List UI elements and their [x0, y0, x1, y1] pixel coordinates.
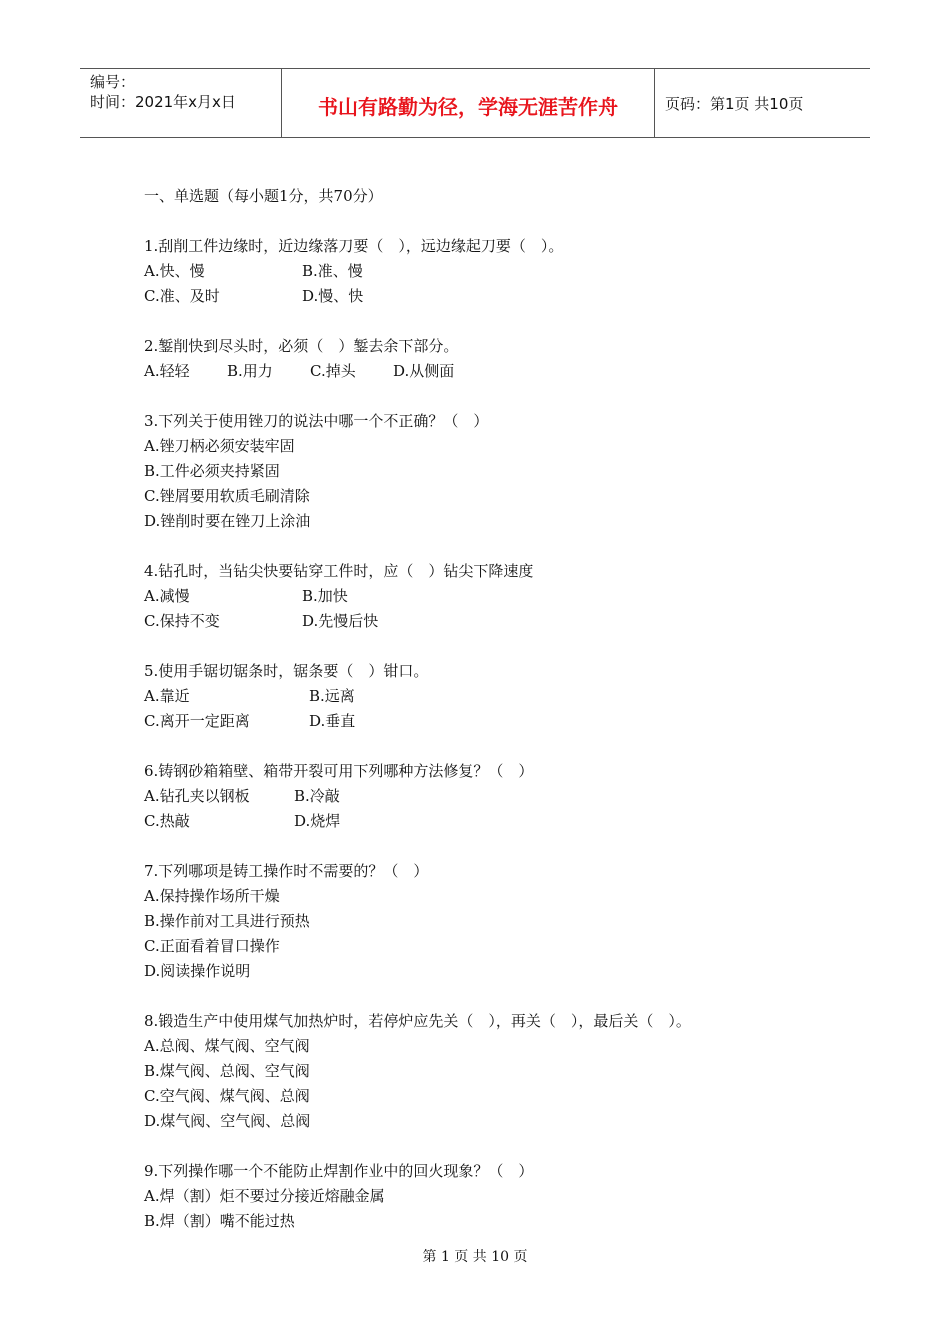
answer-option: A.快、慢 — [144, 262, 205, 280]
question-item — [144, 1159, 844, 1234]
answer-option: D.慢、快 — [302, 287, 364, 305]
question-text: 7.下列哪项是铸工操作时不需要的？（ ） — [144, 862, 429, 880]
answer-option: B.冷敲 — [294, 787, 340, 805]
question-item — [144, 409, 844, 534]
answer-option: D.先慢后快 — [302, 612, 379, 630]
answer-option: A.锉刀柄必须安装牢固 — [144, 437, 295, 455]
option-row — [144, 1034, 844, 1059]
answer-option: A.靠近 — [144, 687, 190, 705]
answer-option: B.操作前对工具进行预热 — [144, 912, 310, 930]
answer-option: B.煤气阀、总阀、空气阀 — [144, 1062, 310, 1080]
document-number-label: 编号： — [90, 73, 136, 91]
option-row — [144, 784, 844, 809]
answer-option: C.离开一定距离 — [144, 712, 250, 730]
question-list — [144, 234, 844, 1234]
answer-option: B.工件必须夹持紧固 — [144, 462, 280, 480]
answer-option: A.钻孔夹以钢板 — [144, 787, 250, 805]
answer-option: B.用力 — [227, 362, 273, 380]
option-row — [144, 1109, 844, 1134]
answer-option: D.煤气阀、空气阀、总阀 — [144, 1112, 311, 1130]
answer-option: C.锉屑要用软质毛刷清除 — [144, 487, 310, 505]
answer-option: C.保持不变 — [144, 612, 220, 630]
option-row — [144, 1184, 844, 1209]
question-text: 5.使用手锯切锯条时，锯条要（ ）钳口。 — [144, 662, 429, 680]
answer-option: B.加快 — [302, 587, 348, 605]
option-row — [144, 884, 844, 909]
question-text: 2.錾削快到尽头时，必须（ ）錾去余下部分。 — [144, 337, 459, 355]
option-row — [144, 909, 844, 934]
page-header — [80, 68, 870, 138]
question-text: 3.下列关于使用锉刀的说法中哪一个不正确？（ ） — [144, 412, 489, 430]
header-meta — [80, 69, 282, 137]
question-item — [144, 559, 844, 634]
option-row — [144, 584, 844, 609]
question-item — [144, 1009, 844, 1134]
answer-option: C.热敲 — [144, 812, 190, 830]
header-page-number: 页码：第1页 共10页 — [665, 94, 804, 113]
option-row — [144, 259, 844, 284]
question-text: 8.锻造生产中使用煤气加热炉时，若停炉应先关（ ），再关（ ），最后关（ ）。 — [144, 1012, 691, 1030]
answer-option: A.总阀、煤气阀、空气阀 — [144, 1037, 310, 1055]
document-time-label: 时间：2021年x月x日 — [90, 93, 236, 111]
answer-option: D.锉削时要在锉刀上涂油 — [144, 512, 311, 530]
question-item — [144, 759, 844, 834]
answer-option: B.准、慢 — [302, 262, 363, 280]
question-item — [144, 234, 844, 309]
option-row — [144, 359, 844, 384]
section-title: 一、单选题（每小题1分，共70分） — [144, 187, 383, 205]
option-row — [144, 434, 844, 459]
answer-option: B.焊（割）嘴不能过热 — [144, 1212, 295, 1230]
question-text: 4.钻孔时，当钻尖快要钻穿工件时，应（ ）钻尖下降速度 — [144, 562, 534, 580]
option-row — [144, 1209, 844, 1234]
exam-content — [144, 184, 844, 1259]
option-row — [144, 509, 844, 534]
question-text: 1.刮削工件边缘时，近边缘落刀要（ ），远边缘起刀要（ ）。 — [144, 237, 564, 255]
answer-option: C.空气阀、煤气阀、总阀 — [144, 1087, 310, 1105]
answer-option: C.准、及时 — [144, 287, 220, 305]
option-row — [144, 484, 844, 509]
option-row — [144, 709, 844, 734]
option-row — [144, 1084, 844, 1109]
option-row — [144, 1059, 844, 1084]
page-footer: 第 1 页 共 10 页 — [422, 1249, 528, 1265]
answer-option: A.焊（割）炬不要过分接近熔融金属 — [144, 1187, 385, 1205]
question-text: 6.铸钢砂箱箱壁、箱带开裂可用下列哪种方法修复？（ ） — [144, 762, 534, 780]
answer-option: C.掉头 — [310, 362, 356, 380]
answer-option: D.垂直 — [309, 712, 356, 730]
answer-option: D.从侧面 — [393, 362, 455, 380]
answer-option: B.远离 — [309, 687, 355, 705]
question-item — [144, 859, 844, 984]
answer-option: D.烧焊 — [294, 812, 341, 830]
answer-option: A.减慢 — [144, 587, 190, 605]
option-row — [144, 609, 844, 634]
answer-option: A.保持操作场所干燥 — [144, 887, 280, 905]
question-item — [144, 334, 844, 384]
answer-option: C.正面看着冒口操作 — [144, 937, 280, 955]
header-motto: 书山有路勤为径，学海无涯苦作舟 — [282, 69, 655, 137]
answer-option: A.轻轻 — [144, 362, 190, 380]
option-row — [144, 459, 844, 484]
option-row — [144, 809, 844, 834]
answer-option: D.阅读操作说明 — [144, 962, 251, 980]
option-row — [144, 284, 844, 309]
question-item — [144, 659, 844, 734]
option-row — [144, 684, 844, 709]
option-row — [144, 934, 844, 959]
question-text: 9.下列操作哪一个不能防止焊割作业中的回火现象？（ ） — [144, 1162, 534, 1180]
option-row — [144, 959, 844, 984]
